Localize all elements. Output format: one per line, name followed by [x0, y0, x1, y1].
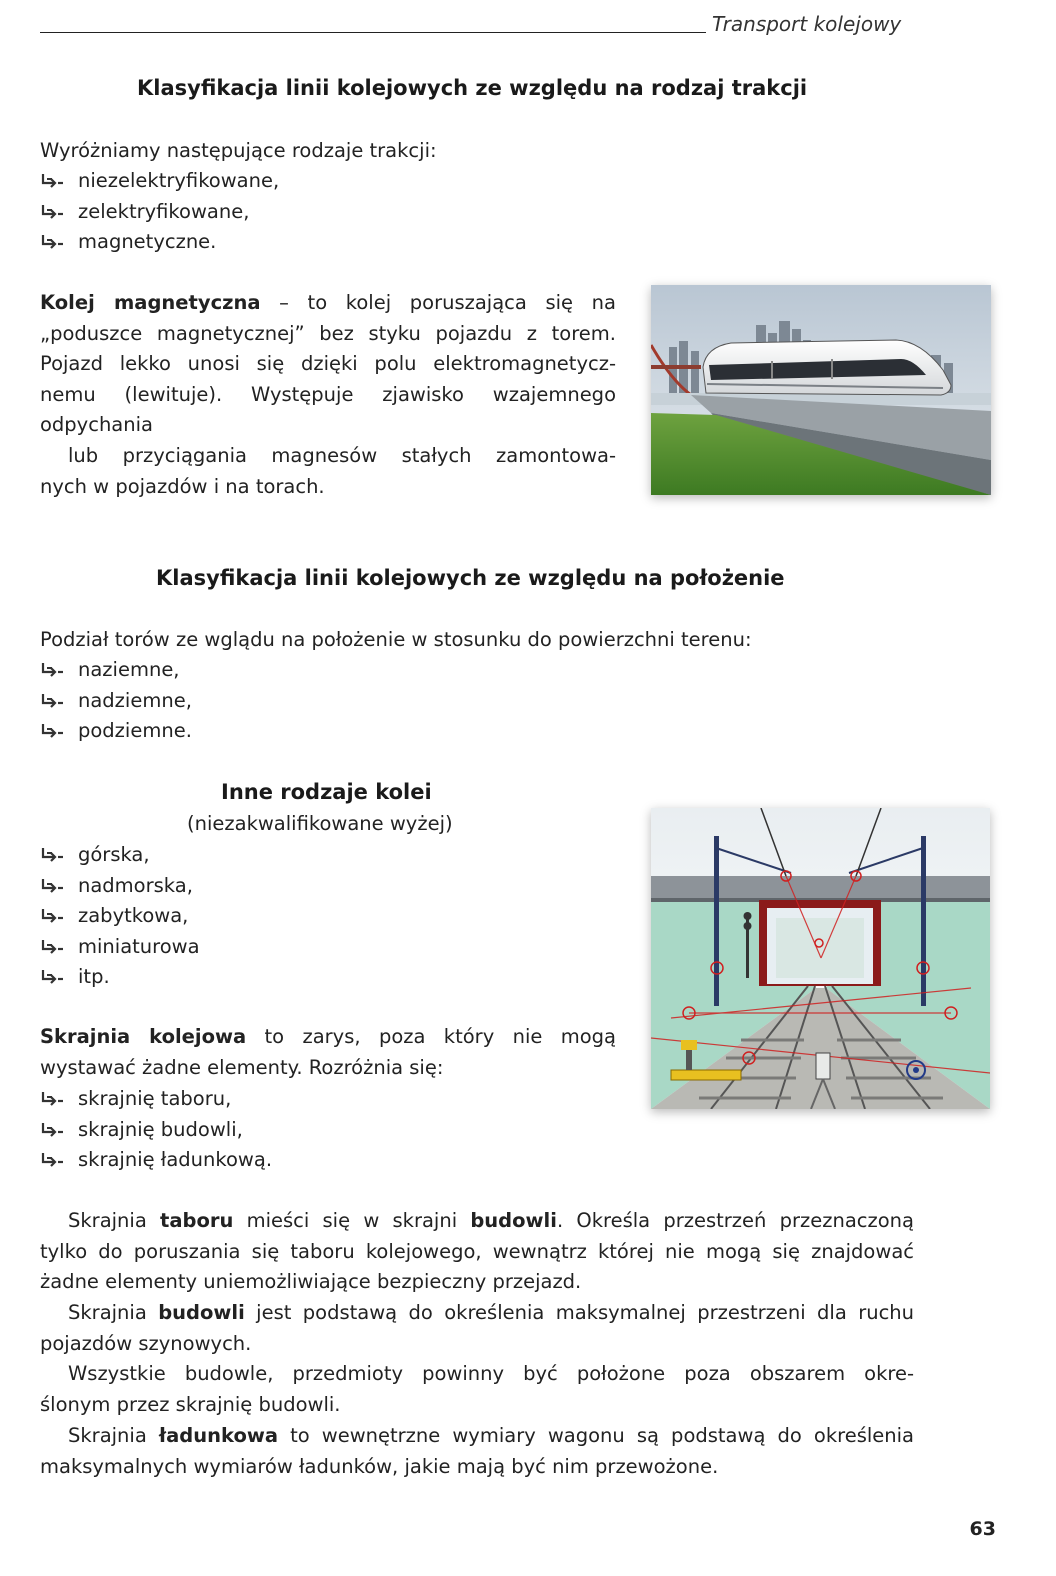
- maglev-paragraph: Kolej magnetyczna – to kolej poruszająca się na „poduszce magnetycznej” bez styku pojazdu z torem. Pojazd lekko unosi się dzięki polu elektromagnetycz- nemu (lewituje). Występuje zjawisko wzajemnego odpychania lub przyciągania magnesów stałych zamontowa- nych w pojazdów i na torach.: [40, 291, 616, 498]
- list-item: miniaturowa: [40, 932, 200, 963]
- section-position-intro: Podział torów ze wglądu na położenie w stosunku do powierzchni terenu:: [40, 628, 752, 651]
- section-traction-title: Klasyfikacja linii kolejowych ze względu na rodzaj trakcji: [137, 76, 808, 100]
- list-item: skrajnię ładunkową.: [40, 1145, 272, 1176]
- other-railways-list: [40, 840, 200, 993]
- section-traction-intro: Wyróżniamy następujące rodzaje trakcji:: [40, 139, 437, 162]
- list-item: zabytkowa,: [40, 901, 200, 932]
- position-list: [40, 655, 192, 747]
- arrow-bullet-icon: [40, 233, 66, 251]
- arrow-bullet-icon: [40, 968, 66, 986]
- list-item: skrajnię taboru,: [40, 1084, 272, 1115]
- arrow-bullet-icon: [40, 1090, 66, 1108]
- traction-list: [40, 166, 279, 258]
- header-rule: [40, 32, 706, 33]
- arrow-bullet-icon: [40, 907, 66, 925]
- arrow-bullet-icon: [40, 1151, 66, 1169]
- gauge-explanation: Skrajnia taboru mieści się w skrajni budowli. Określa przestrzeń przeznaczoną tylko do poruszania się taboru kolejowego, wewnątrz której nie mogą się znajdować żadne elementy uniemożliwiające bezpieczny przejazd. Skrajnia budowli jest podstawą do określenia maksymalnej przestrzeni dla ruchu pojazdów szynowych. Wszystkie budowle, przedmioty powinny być położone poza obszarem okre- ślonym przez skrajnię budowli. Skrajnia ładunkowa to wewnętrzne wymiary wagonu są podstawą do określenia maksymalnych wymiarów ładunków, jakie mają być nim przewożone.: [40, 1209, 915, 1478]
- arrow-bullet-icon: [40, 661, 66, 679]
- arrow-bullet-icon: [40, 722, 66, 740]
- loading-gauge-image: [651, 808, 990, 1109]
- arrow-bullet-icon: [40, 938, 66, 956]
- arrow-bullet-icon: [40, 877, 66, 895]
- list-item: zelektryfikowane,: [40, 197, 279, 228]
- arrow-bullet-icon: [40, 1121, 66, 1139]
- running-head: Transport kolejowy: [712, 12, 902, 36]
- list-item: skrajnię budowli,: [40, 1115, 272, 1146]
- section-other-title: Inne rodzaje kolei: [221, 780, 432, 804]
- list-item: podziemne.: [40, 716, 192, 747]
- gauge-list: [40, 1084, 272, 1176]
- list-item: magnetyczne.: [40, 227, 279, 258]
- gauge-term: Skrajnia kolejowa: [40, 1025, 247, 1048]
- list-item: naziemne,: [40, 655, 192, 686]
- arrow-bullet-icon: [40, 172, 66, 190]
- arrow-bullet-icon: [40, 846, 66, 864]
- arrow-bullet-icon: [40, 203, 66, 221]
- section-other-subtitle: (niezakwalifikowane wyżej): [187, 812, 453, 835]
- list-item: nadmorska,: [40, 871, 200, 902]
- maglev-term: Kolej magnetyczna: [40, 291, 261, 314]
- section-position-title: Klasyfikacja linii kolejowych ze względu na położenie: [156, 566, 785, 590]
- maglev-train-image: [651, 285, 991, 495]
- list-item: itp.: [40, 962, 200, 993]
- arrow-bullet-icon: [40, 692, 66, 710]
- list-item: nadziemne,: [40, 686, 192, 717]
- list-item: niezelektryfikowane,: [40, 166, 279, 197]
- gauge-definition: Skrajnia kolejowa to zarys, poza który nie mogą wystawać żadne elementy. Rozróżnia się:: [40, 1025, 616, 1079]
- list-item: górska,: [40, 840, 200, 871]
- page-number: 63: [969, 1518, 996, 1540]
